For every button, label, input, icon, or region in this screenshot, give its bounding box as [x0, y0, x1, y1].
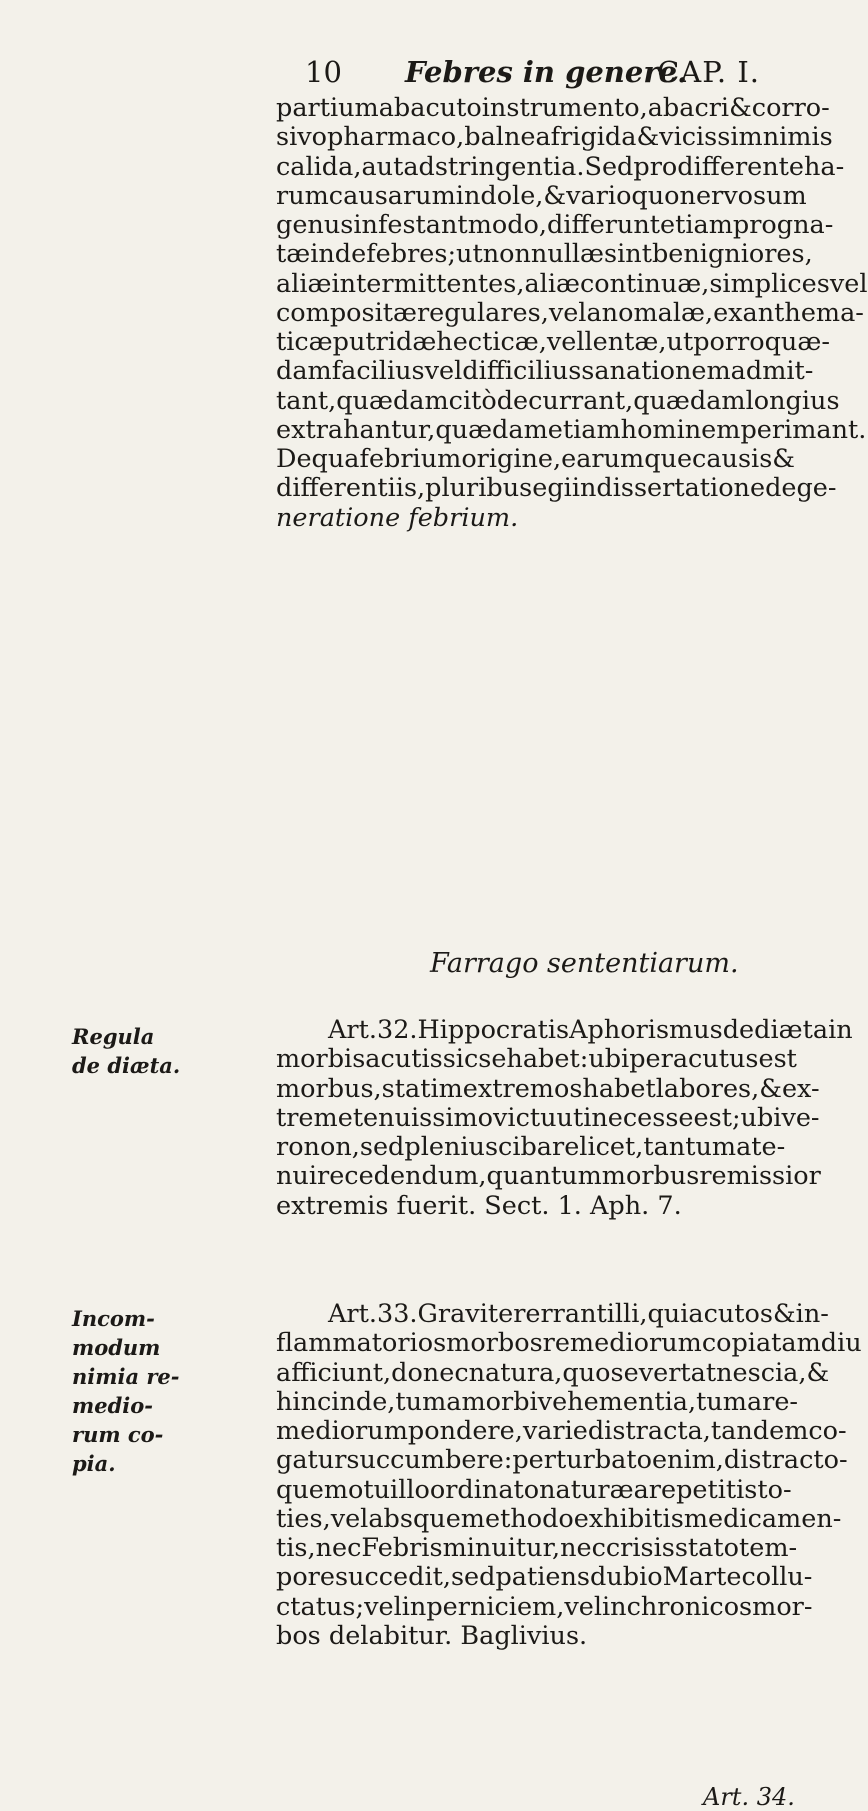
running-title: Febres in genere.	[405, 55, 688, 89]
text-line: calida, aut adstringentia. Sed pro differente ha-	[276, 151, 845, 182]
margin-note-regula	[72, 1022, 180, 1080]
margin-note-line: rum co-	[72, 1422, 164, 1448]
margin-note-line: modum	[72, 1335, 161, 1361]
text-line: De qua febrium origine, earumque causis &	[276, 444, 795, 474]
text-line: ties, vel absque methodo exhibitis medicamen-	[276, 1503, 842, 1534]
text-line: compositæ regulares, vel anomalæ, exanthema-	[276, 297, 864, 328]
text-line: dam facilius vel difficilius sanationem admit-	[276, 356, 814, 387]
text-line: differentiis, pluribus egi in dissertatione de ge-	[276, 473, 837, 504]
text-line: que motu illo ordinato naturæ a repetitis to-	[276, 1474, 792, 1505]
text-line: Art. 33. Graviter errant illi, qui acutos & in-	[328, 1299, 829, 1330]
text-line: ro non, sed plenius cibare licet, tantum a te-	[276, 1132, 786, 1162]
text-line: ticæ putridæ hecticæ, vel lentæ, ut porro quæ-	[276, 327, 830, 357]
text-line: bos delabitur. Baglivius.	[276, 1620, 588, 1651]
margin-note-line: Regula	[72, 1024, 155, 1049]
paragraph-1	[276, 93, 868, 533]
margin-note-line: de diæta.	[72, 1053, 181, 1078]
text-line: neratione febrium.	[276, 502, 519, 533]
paragraph-3	[276, 1299, 862, 1651]
text-line: mediorum pondere, varie distracta, tandem co-	[276, 1416, 847, 1447]
text-line: partium ab acuto instrumento, ab acri & corro-	[276, 93, 830, 123]
text-line: treme tenuissimo victu uti necesse est; ubi ve-	[276, 1102, 820, 1133]
paragraph-2	[276, 1015, 853, 1221]
text-line: hinc inde, tum a morbi vehementia, tum a re-	[276, 1386, 799, 1417]
text-line: Art. 32. Hippocratis Aphorismus de diæta in	[328, 1015, 853, 1045]
margin-note-line: Incom-	[72, 1306, 155, 1332]
text-line: extrahantur, quædam etiam hominem perimant.	[276, 414, 867, 445]
text-line: extremis fuerit. Sect. 1. Aph. 7.	[276, 1190, 682, 1221]
section-title: Farrago sententiarum.	[430, 948, 739, 979]
text-line: gatur succumbere: perturbato enim, distracto-	[276, 1445, 848, 1476]
text-line: flammatorios morbos remediorum copia tamdiu	[276, 1328, 862, 1359]
text-line: pore succedit, sed patiens dubio Marte collu-	[276, 1562, 813, 1593]
text-line: sivo pharmaco, balnea frigida & vicissim nimis	[276, 122, 833, 153]
text-line: afficiunt, donec natura, quo se vertat nescia, &	[276, 1357, 830, 1388]
text-line: morbis acutis sic se habet: ubi peracutus est	[276, 1044, 797, 1075]
text-line: nui recedendum, quantum morbus remissior	[276, 1161, 821, 1192]
page-number: 10	[305, 55, 342, 89]
text-line: genus infestant modo, differunt etiam progna-	[276, 210, 834, 240]
text-line: rum causarum indole, & vario quo nervosum	[276, 180, 807, 211]
text-line: ctatus; vel in perniciem, vel in chronicos mor-	[276, 1591, 813, 1622]
margin-note-line: nimia re-	[72, 1364, 180, 1390]
margin-note-incommodum	[72, 1304, 180, 1478]
catchword: Art. 34.	[703, 1783, 795, 1811]
text-line: aliæ intermittentes, aliæ continuæ, simplices vel	[276, 268, 868, 299]
text-line: tæ inde febres; ut nonnullæ sint benigniores,	[276, 239, 813, 270]
margin-note-line: pia.	[72, 1451, 116, 1477]
text-line: tant, quædam citò decurrant, quædam longius	[276, 385, 840, 416]
chapter-label: CAP. I.	[657, 55, 760, 89]
running-header	[305, 52, 760, 92]
margin-note-line: medio-	[72, 1393, 153, 1419]
text-line: morbus, statim extremos habet labores, & ex-	[276, 1073, 820, 1104]
text-line: tis, nec Febris minuitur, nec crisis stato tem-	[276, 1533, 798, 1564]
